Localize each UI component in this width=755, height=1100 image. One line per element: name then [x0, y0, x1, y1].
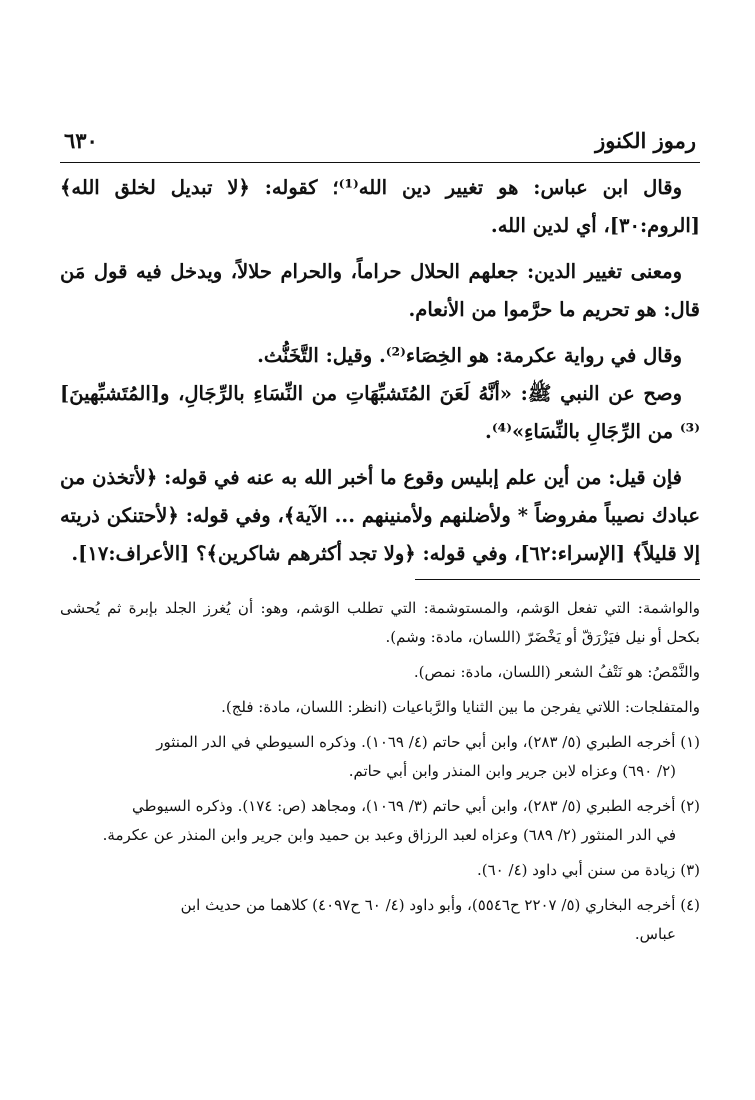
- footnote-text: أخرجه الطبري (٥/ ٢٨٣)، وابن أبي حاتم (٣/ ١٠٦٩)، ومجاهد (ص: ١٧٤). وذكره السيوطي: [132, 797, 676, 815]
- footnote-2: [60, 792, 700, 850]
- footnote-3: [60, 856, 700, 885]
- separator-line: [415, 579, 700, 580]
- footnote-separator: [60, 579, 700, 580]
- footnote-text-continued: في الدر المنثور (٢/ ٦٨٩) وعزاه لعبد الرزاق وعبد بن حميد وابن جرير وابن المنذر عن عكرمة.: [102, 826, 676, 844]
- paragraph: ومعنى تغيير الدين: جعلهم الحلال حراماً، والحرام حلالاً، ويدخل فيه قول مَن قال: هو تحريم ما حرَّموا من الأنعام.: [60, 260, 700, 321]
- footnote-text: أخرجه البخاري (٥/ ٢٢٠٧ ح٥٥٤٦)، وأبو داود (٤/ ٦٠ ح٤٠٩٧) كلاهما من حديث ابن: [180, 896, 676, 914]
- footnote-number: (٤): [680, 896, 700, 914]
- running-title: رموز الكنوز: [595, 128, 696, 153]
- definition-note: والنَّمْصُ: هو نَتْفُ الشعر (اللسان، مادة: نمص).: [413, 663, 700, 681]
- main-text: [60, 169, 700, 573]
- definition-note: والواشمة: التي تفعل الوَشم، والمستوشمة: التي تطلب الوَشم، وهو: أن يُغرز الجلد بإبرة ثم يُحشى بكحل أو نيل فيَزْرَقّ أو يَخْضَرّ (اللسان، مادة: وشم).: [60, 599, 700, 646]
- paragraph: فإن قيل: من أين علم إبليس وقوع ما أخبر الله به عنه في قوله: ﴿لأتخذن من عبادك نصيباً مفروضاً * ولأضلنهم ولأمنينهم ... الآية﴾، وفي قوله: ﴿لأحتنكن ذريته إلا قليلاً﴾ [الإسراء:٦٢]، وفي قوله: ﴿ولا تجد أكثرهم شاكرين﴾؟ [الأعراف:١٧].: [60, 466, 700, 565]
- page-header: [60, 128, 700, 163]
- footnote-1: [60, 728, 700, 786]
- paragraph: وقال ابن عباس: هو تغيير دين الله⁽¹⁾؛ كقوله: ﴿لا تبديل لخلق الله﴾ [الروم:٣٠]، أي لدين الله.: [60, 176, 700, 237]
- footnote-4: [60, 891, 700, 949]
- footnotes: [60, 594, 700, 949]
- paragraph: وصح عن النبي ﷺ: «أنَّهُ لَعَنَ المُتَشبِّهَاتِ من النِّسَاءِ بالرِّجَالِ، و[المُتَشبِّهينَ]⁽³⁾ من الرِّجَالِ بالنِّسَاءِ»⁽⁴⁾.: [60, 382, 700, 443]
- footnote-text: أخرجه الطبري (٥/ ٢٨٣)، وابن أبي حاتم (٤/ ١٠٦٩). وذكره السيوطي في الدر المنثور: [156, 733, 676, 751]
- footnote-text-continued: (٢/ ٦٩٠) وعزاه لابن جرير وابن المنذر وابن أبي حاتم.: [348, 762, 676, 780]
- footnote-text-continued: عباس.: [634, 925, 676, 943]
- paragraph: وقال في رواية عكرمة: هو الخِصَاء⁽²⁾. وقيل: التَّخَنُّث.: [257, 344, 682, 367]
- page-number: ٦٣٠: [64, 128, 98, 153]
- footnote-text: زيادة من سنن أبي داود (٤/ ٦٠).: [476, 861, 676, 879]
- footnote-number: (٢): [680, 797, 700, 815]
- footnote-number: (١): [680, 733, 700, 751]
- book-page: [60, 128, 700, 955]
- footnote-number: (٣): [680, 861, 700, 879]
- definition-note: والمتفلجات: اللاتي يفرجن ما بين الثنايا والرَّباعيات (انظر: اللسان، مادة: فلج).: [221, 698, 700, 716]
